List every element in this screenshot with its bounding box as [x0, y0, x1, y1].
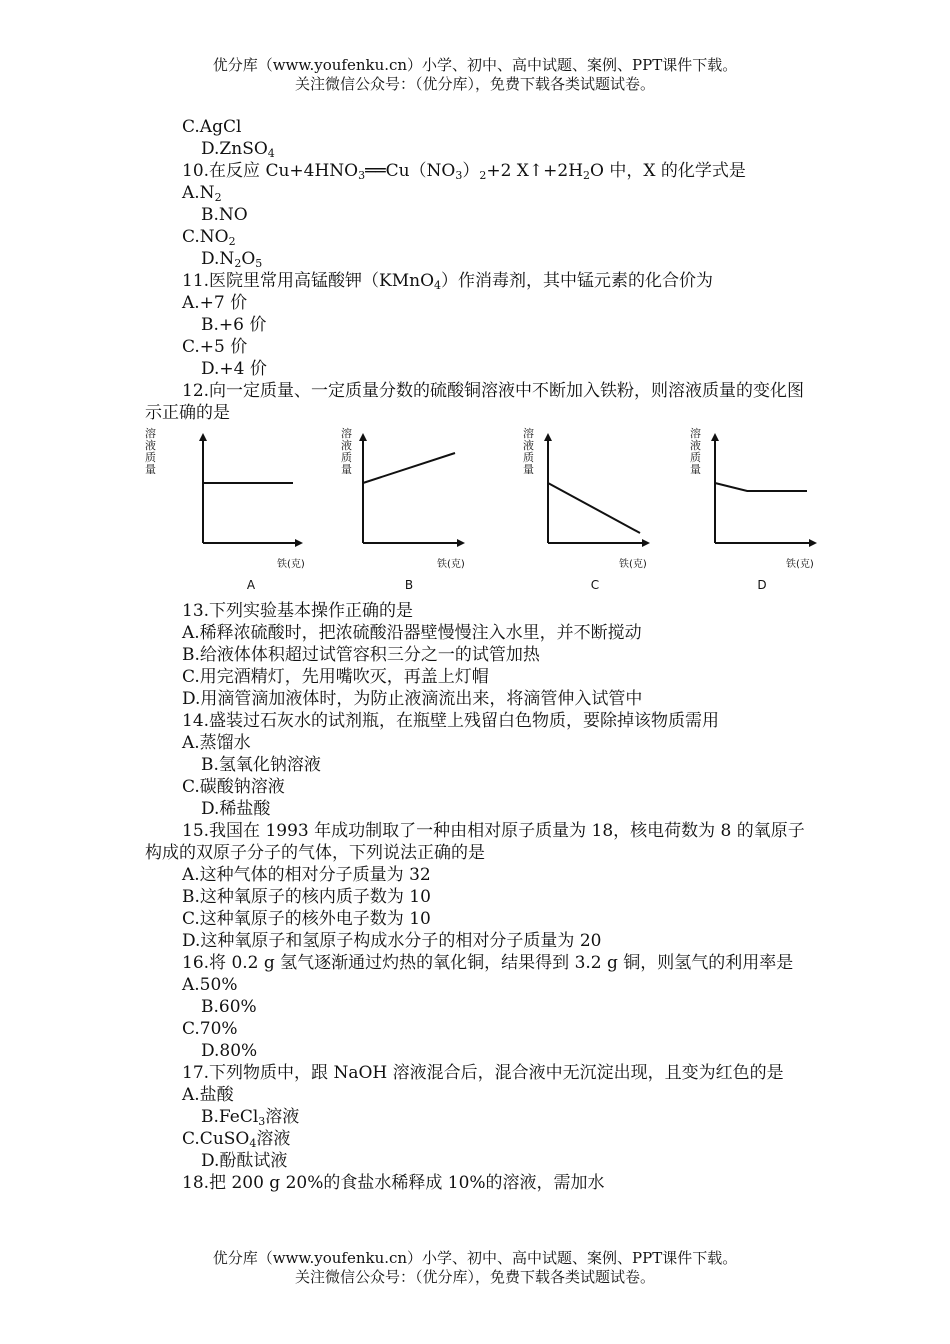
q12-stem: 12.向一定质量、一定质量分数的硫酸铜溶液中不断加入铁粉，则溶液质量的变化图示正确的是	[145, 381, 805, 423]
q15-option-d: D.这种氧原子和氢原子构成水分子的相对分子质量为 20	[182, 931, 602, 951]
q17-stem: 17.下列物质中，跟 NaOH 溶液混合后，混合液中无沉淀出现，且变为红色的是	[182, 1063, 784, 1083]
q14-option-d: D.稀盐酸	[201, 799, 271, 819]
chart-d-xlabel: 铁(克)	[786, 559, 814, 570]
q11-option-d: D.+4 价	[201, 359, 267, 379]
chart-b-label: B	[404, 578, 414, 592]
q11-stem: 11.医院里常用高锰酸钾（KMnO$_4$）作消毒剂，其中锰元素的化合价为	[182, 271, 714, 292]
chart-c-y-arrow	[544, 433, 552, 441]
q17-option-a: A.盐酸	[182, 1085, 234, 1105]
chart-b-y-arrow	[359, 433, 367, 441]
chart-a-x-arrow	[295, 539, 303, 547]
chart-a-y-arrow	[199, 433, 207, 441]
q14-option-a: A.蒸馏水	[182, 733, 251, 753]
q13-option-a: A.稀释浓硫酸时，把浓硫酸沿器壁慢慢注入水里，并不断搅动	[182, 623, 642, 643]
page-header	[0, 56, 950, 94]
q13-option-d: D.用滴管滴加液体时，为防止液滴流出来，将滴管伸入试管中	[182, 689, 643, 709]
q10-stem: 10.在反应 $Cu+4HNO_3══Cu(NO_3)_2+2$ $X↑+2H_2O$ 中，X 的化学式是	[182, 161, 746, 182]
q9-option-d: D.ZnSO$_4$	[201, 139, 275, 160]
q15-option-a: A.这种气体的相对分子质量为 32	[182, 865, 431, 885]
footer-line-2: 关注微信公众号：（优分库），免费下载各类试题试卷。	[294, 1268, 655, 1286]
chart-b-series-line	[363, 453, 455, 483]
page-footer	[0, 1249, 950, 1287]
q16-stem: 16.将 0.2 g 氢气逐渐通过灼热的氧化铜，结果得到 3.2 g 铜，则氢气的利用率是	[182, 953, 794, 973]
q16-option-b: B.60%	[201, 997, 257, 1017]
q11-option-c: C.+5 价	[182, 337, 248, 357]
q9-option-c: C.AgCl	[182, 117, 242, 137]
q18-stem: 18.把 200 g 20%的食盐水稀释成 10%的溶液，需加水	[182, 1173, 605, 1193]
chart-c-plot	[523, 424, 683, 554]
q14-stem: 14.盛装过石灰水的试剂瓶，在瓶壁上残留白色物质，要除掉该物质需用	[182, 711, 720, 731]
chart-c-xlabel: 铁(克)	[619, 559, 647, 570]
q16-option-a: A.50%	[182, 975, 238, 995]
q10-option-c: $C.NO_2$	[182, 227, 236, 248]
q10-option-a: $A.N_2$	[182, 183, 222, 204]
q17-option-c: C.CuSO$_4$溶液	[182, 1129, 291, 1150]
chart-b-xlabel: 铁(克)	[437, 559, 465, 570]
header-line-2: 关注微信公众号：（优分库），免费下载各类试题试卷。	[294, 75, 655, 93]
q11-option-a: A.+7 价	[182, 293, 248, 313]
header-line-1: 优分库（www.youfenku.cn）小学、初中、高中试题、案例、PPT课件下载。	[212, 56, 738, 74]
chart-d-x-arrow	[809, 539, 817, 547]
chart-d-ylabel: 溶液质量	[690, 427, 701, 476]
chart-c-label: C	[590, 578, 600, 592]
q13-stem: 13.下列实验基本操作正确的是	[182, 601, 414, 621]
q13-option-b: B.给液体体积超过试管容积三分之一的试管加热	[182, 645, 540, 665]
chart-d-y-arrow	[711, 433, 719, 441]
chart-c	[523, 424, 683, 598]
chart-d-series-line	[715, 483, 807, 491]
chart-d-label: D	[757, 578, 767, 592]
q17-option-b: B.FeCl$_3$溶液	[201, 1107, 300, 1128]
chart-c-ylabel: 溶液质量	[523, 427, 534, 476]
chart-b	[341, 424, 501, 598]
q16-option-d: D.80%	[201, 1041, 258, 1061]
q17-option-d: D.酚酞试液	[201, 1151, 288, 1171]
q15-option-c: C.这种氧原子的核外电子数为 10	[182, 909, 431, 929]
chart-d-plot	[690, 424, 850, 554]
chart-b-plot	[341, 424, 501, 554]
q16-option-c: C.70%	[182, 1019, 238, 1039]
q13-option-c: C.用完酒精灯，先用嘴吹灭，再盖上灯帽	[182, 667, 489, 687]
q15-stem: 15.我国在 1993 年成功制取了一种由相对原子质量为 18，核电荷数为 8 的氧原子构成的双原子分子的气体，下列说法正确的是	[145, 821, 805, 863]
chart-a-xlabel: 铁(克)	[277, 559, 305, 570]
chart-c-x-arrow	[642, 539, 650, 547]
chart-c-series-line	[548, 483, 640, 533]
chart-a-plot	[145, 424, 305, 554]
q10-option-d: $D.N_2O_5$	[201, 249, 263, 270]
q14-option-b: B.氢氧化钠溶液	[201, 755, 321, 775]
q12-charts	[145, 424, 814, 600]
chart-a-ylabel: 溶液质量	[145, 427, 156, 476]
chart-a	[145, 424, 305, 598]
chart-b-x-arrow	[457, 539, 465, 547]
q10-option-b: B.NO	[201, 205, 248, 225]
q15-option-b: B.这种氧原子的核内质子数为 10	[182, 887, 431, 907]
chart-b-ylabel: 溶液质量	[341, 427, 352, 476]
footer-line-1: 优分库（www.youfenku.cn）小学、初中、高中试题、案例、PPT课件下载。	[212, 1249, 738, 1267]
q14-option-c: C.碳酸钠溶液	[182, 777, 285, 797]
chart-a-label: A	[246, 578, 256, 592]
chart-d	[690, 424, 850, 598]
document-body	[145, 116, 814, 1194]
q11-option-b: B.+6 价	[201, 315, 267, 335]
